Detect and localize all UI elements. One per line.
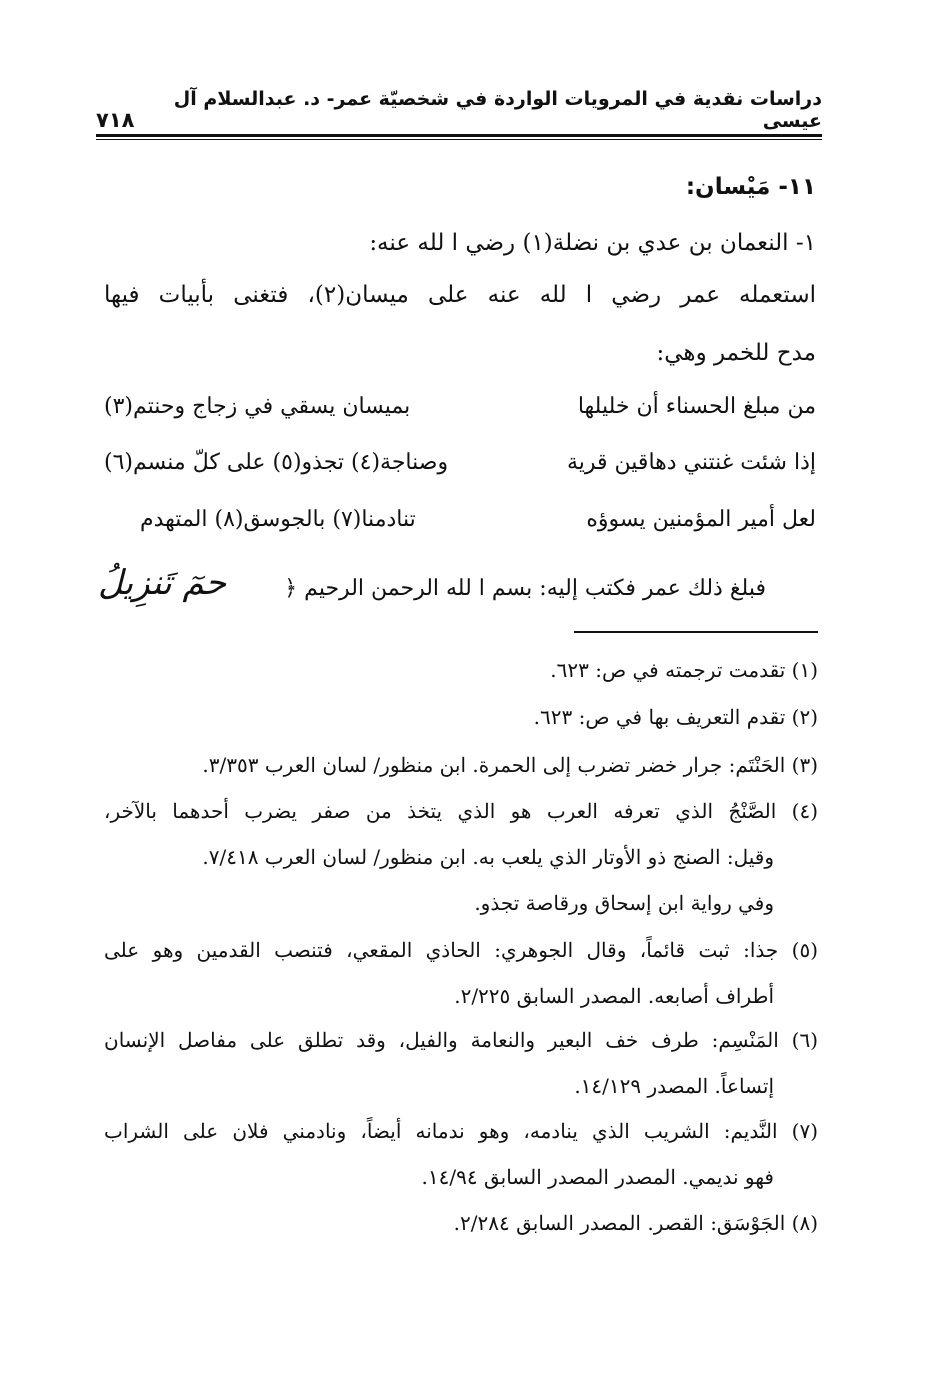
verse-hemistich-second: وصناجة(٤) تجذو(٥) على كلّ منسم(٦) [104,450,449,475]
footnote-4-line-2: وقيل: الصنج ذو الأوتار الذي يلعب به. ابن منظور/ لسان العرب ٧/٤١٨. [202,845,774,869]
verse-hemistich-second: تنادمنا(٧) بالجوسق(٨) المتهدم [140,507,416,532]
verse-hemistich-second: بميسان يسقي في زجاج وحنتم(٣) [104,394,411,419]
running-title: دراسات نقدية في المرويات الواردة في شخصيّة عمر- د. عبدالسلام آل عيسى [173,88,822,132]
section-title: ١١- مَيْسان: [685,174,816,200]
body-paragraph-3 [284,572,766,606]
page-number: ٧١٨ [96,108,135,132]
body-paragraph-2: مدح للخمر وهي: [656,340,816,366]
footnote-4-line-3: وفي رواية ابن إسحاق ورقاصة تجذو. [474,891,774,915]
quran-open-bracket: ﴿ [284,576,298,601]
verse-hemistich-first: لعل أمير المؤمنين يسوؤه [586,507,816,532]
footnote-2: (٢) تقدم التعريف بها في ص: ٦٢٣. [533,705,818,729]
footnote-7-line-1: (٧) النَّديم: الشريب الذي ينادمه، وهو ندمانه أيضاً، ونادمني فلان على الشراب [104,1119,818,1143]
header-rule-thick [96,134,822,137]
running-header [96,88,822,132]
verse-hemistich-first: إذا شئت غنتني دهاقين قرية [566,450,816,475]
verse-line-3 [104,503,816,537]
footnote-separator [574,631,818,633]
body-paragraph-1: استعمله عمر رضي ا لله عنه على ميسان(٢)، فتغنى بأبيات فيها [104,282,816,308]
footnote-6-line-1: (٦) المَنْسِم: طرف خف البعير والنعامة والفيل، وقد تطلق على مفاصل الإنسان [104,1028,818,1052]
footnote-1: (١) تقدمت ترجمته في ص: ٦٢٣. [550,658,818,682]
footnote-3: (٣) الحَنْتَم: جرار خضر تضرب إلى الحمرة. ابن منظور/ لسان العرب ٣/٣٥٣. [202,753,818,777]
footnote-6-line-2: إتساعاً. المصدر ١٤/١٢٩. [574,1074,774,1098]
body-paragraph-3-text: فبلغ ذلك عمر فكتب إليه: بسم ا لله الرحمن الرحيم [304,576,766,601]
verse-line-2 [104,446,816,480]
footnote-8: (٨) الجَوْسَق: القصر. المصدر السابق ٢/٢٨٤. [453,1211,818,1235]
quran-verse-start: حمٓ تَنزِيلُ [98,563,227,603]
verse-hemistich-first: من مبلغ الحسناء أن خليلها [577,394,816,419]
footnote-4-line-1: (٤) الصَّنْجُ الذي تعرفه العرب هو الذي يتخذ من صفر يضرب أحدهما بالآخر، [104,799,818,823]
header-rule-thin [96,139,822,140]
footnote-7-line-2: فهو نديمي. المصدر المصدر السابق ١٤/٩٤. [421,1165,774,1189]
footnote-5-line-2: أطراف أصابعه. المصدر السابق ٢/٢٢٥. [454,984,774,1008]
verse-line-1 [104,390,816,424]
subsection-title: ١- النعمان بن عدي بن نضلة(١) رضي ا لله عنه: [369,230,816,256]
footnote-5-line-1: (٥) جذا: ثبت قائماً، وقال الجوهري: الحاذي المقعي، فتنصب القدمين وهو على [104,938,818,962]
